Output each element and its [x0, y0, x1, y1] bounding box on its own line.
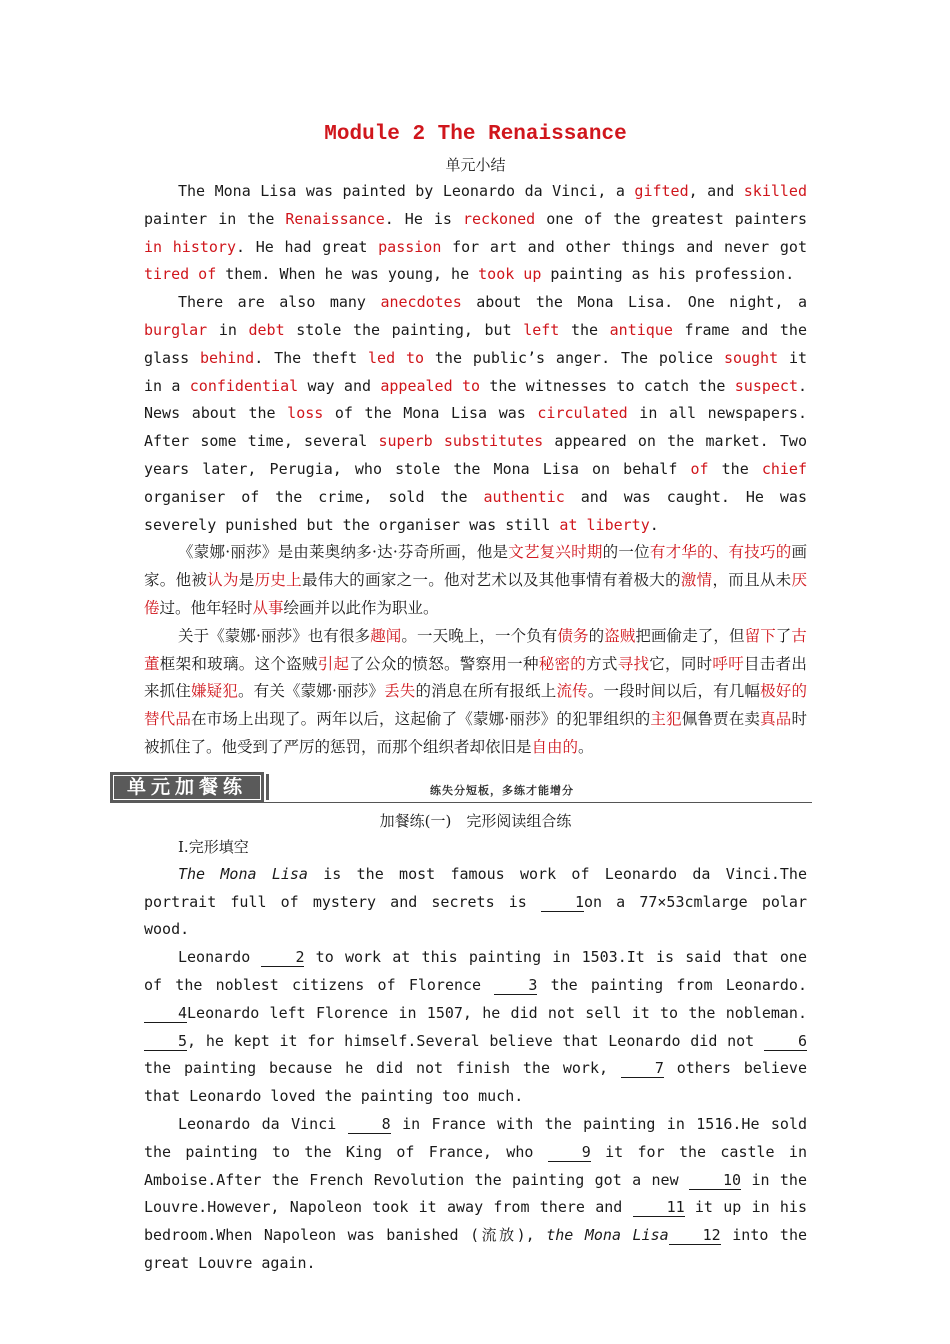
highlighted-term: 嫌疑犯 [191, 682, 238, 701]
banner-label: 单元加餐练 [110, 772, 264, 803]
highlighted-term: superb substitutes [378, 432, 544, 451]
highlighted-term: led to [368, 348, 425, 367]
cloze-paragraph-3 [144, 1111, 807, 1278]
text-run: the witnesses to catch the [480, 376, 735, 395]
text-run: painter in the [144, 209, 286, 228]
text-run: appeared on the market. Two years later, Perugia, who stole the Mona Lisa on behalf [144, 432, 807, 478]
document-page [126, 118, 808, 1278]
text-run: . He is [384, 209, 463, 228]
text-run: about the Mona Lisa. One night, a [461, 293, 807, 312]
text-run: The Mona Lisa was painted by Leonardo da Vinci, a [178, 182, 635, 200]
highlighted-term: 激情 [680, 571, 713, 590]
highlighted-term: 留下 [744, 626, 776, 645]
highlighted-term: 流传 [556, 682, 588, 701]
text-run: 的 [588, 626, 605, 645]
text-run: the painting from Leonardo. [537, 975, 807, 994]
text-run: 佩鲁贾在卖 [681, 710, 761, 729]
text-run: for art and other things and never got [441, 237, 807, 256]
exercise-section-label: Ⅰ.完形填空 [178, 837, 249, 856]
text-run: of the Mona Lisa was [323, 404, 538, 423]
banner-divider [266, 774, 269, 800]
highlighted-term: in history [144, 237, 236, 256]
cloze-blank: 7 [621, 1059, 664, 1078]
highlighted-term: antique [609, 320, 673, 339]
text-run: 过。他年轻时 [159, 598, 253, 617]
summary-en-paragraph-1 [144, 178, 807, 289]
highlighted-term: authentic [483, 487, 565, 506]
highlighted-term: took up [478, 265, 542, 284]
highlighted-term: suspect [734, 376, 798, 395]
text-run: organiser of the crime, sold the [144, 487, 484, 506]
highlighted-term: 历史上 [254, 571, 302, 590]
text-run: . The theft [254, 348, 369, 367]
highlighted-term: 秘密的 [538, 654, 587, 673]
summary-zh-paragraph-2 [144, 623, 807, 762]
text-run: stole the painting, but [284, 320, 524, 339]
text-run: the [559, 320, 610, 339]
text-run: the public’s anger. The police [424, 348, 724, 367]
highlighted-term: 债务 [557, 626, 589, 645]
highlighted-term: 呼吁 [712, 654, 744, 673]
text-run: 的一位 [602, 543, 650, 562]
highlighted-term: circulated [537, 404, 628, 423]
text-run: 是 [238, 571, 255, 590]
text-run: 它，同时 [649, 654, 713, 673]
exercise-title: 加餐练(一) 完形阅读组合练 [379, 811, 572, 830]
italic-title: The Mona Lisa [178, 864, 308, 883]
highlighted-term: skilled [743, 182, 807, 200]
highlighted-term: 有才华的、有技巧的 [649, 543, 792, 562]
cloze-blank: 11 [633, 1198, 685, 1217]
text-run: 。一段时间以后，有几幅 [587, 682, 761, 701]
text-run: it up in his bedroom.When Napoleon was banished (流放), [144, 1198, 807, 1245]
highlighted-term: left [523, 320, 560, 339]
highlighted-term: 厌倦 [144, 571, 807, 617]
highlighted-term: anecdotes [380, 293, 462, 312]
summary-heading: 单元小结 [445, 156, 506, 174]
text-run: 《蒙娜·丽莎》是由莱奥纳多·达·芬奇所画，他是 [178, 543, 509, 562]
text-run: in the Louvre.However, Napoleon took it away from there and [144, 1170, 807, 1217]
text-run: 在市场上出现了。两年以后，这起偷了《蒙娜·丽莎》的犯罪组织的 [191, 710, 651, 729]
cloze-blank: 6 [764, 1032, 807, 1051]
cloze-blank: 5 [144, 1032, 187, 1051]
text-run: , he kept it for himself.Several believe that Leonardo did not [187, 1031, 764, 1050]
text-run: 了 [775, 626, 792, 645]
highlighted-term: burglar [144, 320, 208, 339]
highlighted-term: 文艺复兴时期 [508, 543, 603, 562]
cloze-blank: 12 [669, 1226, 721, 1245]
text-run: 绘画并以此作为职业。 [283, 598, 439, 617]
text-run: Leonardo left Florence in 1507, he did not sell it to the nobleman. [187, 1003, 807, 1022]
highlighted-term: 趣闻 [370, 626, 402, 645]
text-run: Leonardo [178, 948, 262, 967]
text-run: it in a [144, 348, 808, 395]
text-run: it for the castle in Amboise.After the French Revolution the painting got a new [144, 1142, 807, 1189]
banner-slogan: 练失分短板，多练才能增分 [430, 783, 574, 797]
highlighted-term: debt [248, 320, 285, 339]
text-run: the painting because he did not finish the work, [144, 1059, 621, 1078]
highlighted-term: at liberty [559, 515, 650, 534]
highlighted-term: 古董 [144, 626, 807, 673]
highlighted-term: 真品 [760, 710, 792, 729]
highlighted-term: gifted [634, 182, 689, 200]
highlighted-term: tired of [144, 265, 217, 284]
text-run: 把画偷走了，但 [635, 626, 745, 645]
text-run: to work at this painting in 1503.It is said that one of the noblest citizens of Florence [144, 948, 807, 994]
cloze-blank: 10 [689, 1171, 741, 1190]
text-run: . News about the [144, 376, 808, 423]
text-run: There are also many [178, 293, 381, 312]
text-run: ，而且从未 [712, 571, 792, 590]
cloze-blank: 9 [548, 1143, 591, 1162]
text-run: 。有关《蒙娜·丽莎》 [238, 682, 385, 701]
cloze-blank: 2 [261, 948, 304, 967]
text-run: in all newspapers. After some time, several [144, 404, 807, 451]
highlighted-term: chief [761, 459, 807, 478]
cloze-paragraph-1 [144, 861, 807, 944]
highlighted-term: 认为 [207, 571, 239, 590]
cloze-blank: 1 [541, 893, 584, 912]
text-run: the [708, 459, 762, 478]
cloze-blank: 3 [494, 976, 537, 995]
highlighted-term: loss [287, 404, 324, 423]
text-run: is the most famous work of Leonardo da Vinci.The portrait full of mystery and secrets is [144, 864, 807, 911]
text-run: frame and the glass [144, 320, 807, 367]
text-run: 。一天晚上，一个负有 [401, 626, 558, 645]
text-run: 目击者出来抓住 [144, 654, 807, 701]
highlighted-term: appealed to [380, 376, 481, 395]
highlighted-term: 丢失 [384, 682, 416, 701]
italic-title: the Mona Lisa [546, 1226, 669, 1245]
text-run: on a 77×53cmlarge polar wood. [144, 892, 807, 939]
cloze-blank: 8 [348, 1115, 391, 1134]
text-run: them. When he was young, he [216, 265, 479, 284]
highlighted-term: 引起 [317, 654, 350, 673]
page-title: Module 2 The Renaissance [324, 123, 627, 146]
highlighted-term: 从事 [252, 598, 284, 617]
summary-en-paragraph-2 [144, 289, 807, 539]
text-run: others believe that Leonardo loved the painting too much. [144, 1059, 807, 1106]
text-run: 的消息在所有报纸上 [415, 682, 557, 701]
text-run: painting as his profession. [541, 265, 795, 284]
text-run: 时被抓住了。他受到了严厉的惩罚，而那个组织者却依旧是 [144, 710, 807, 756]
text-run: . [649, 515, 659, 534]
text-run: into the great Louvre again. [144, 1226, 808, 1272]
text-run: in [207, 320, 249, 339]
text-run: . He had great [235, 237, 379, 256]
text-run: Leonardo da Vinci [178, 1114, 348, 1133]
highlighted-term: 主犯 [650, 710, 682, 729]
text-run: 了公众的愤怒。警察用一种 [349, 654, 539, 673]
highlighted-term: 盗贼 [604, 626, 636, 645]
text-run: 框架和玻璃。这个盗贼 [159, 654, 318, 673]
text-run: and was caught. He was severely punished but the organiser was still [144, 487, 807, 534]
text-run: way and [298, 376, 381, 395]
text-run: 最伟大的画家之一。他对艺术以及其他事情有着极大的 [301, 571, 681, 590]
text-run: in France with the painting in 1516.He sold the painting to the King of France, who [144, 1114, 807, 1161]
highlighted-term: reckoned [462, 209, 536, 228]
practice-banner [110, 772, 812, 803]
highlighted-term: 自由的 [531, 737, 579, 756]
summary-zh-paragraph-1 [144, 539, 807, 622]
text-run: one of the greatest painters [535, 209, 807, 228]
highlighted-term: confidential [189, 376, 299, 395]
highlighted-term: 极好的替代品 [144, 682, 807, 729]
text-run: 画家。他被 [144, 543, 807, 590]
highlighted-term: behind [200, 348, 255, 367]
cloze-blank: 4 [144, 1004, 187, 1023]
text-run: 方式 [586, 654, 618, 673]
highlighted-term: 寻找 [617, 654, 650, 673]
highlighted-term: passion [378, 237, 442, 256]
highlighted-term: sought [723, 348, 779, 367]
text-run: 关于《蒙娜·丽莎》也有很多 [178, 626, 371, 645]
cloze-paragraph-2 [144, 944, 807, 1111]
highlighted-term: of [690, 459, 709, 478]
text-run: , and [688, 182, 744, 200]
highlighted-term: Renaissance [285, 209, 385, 228]
text-run: 。 [578, 737, 594, 756]
